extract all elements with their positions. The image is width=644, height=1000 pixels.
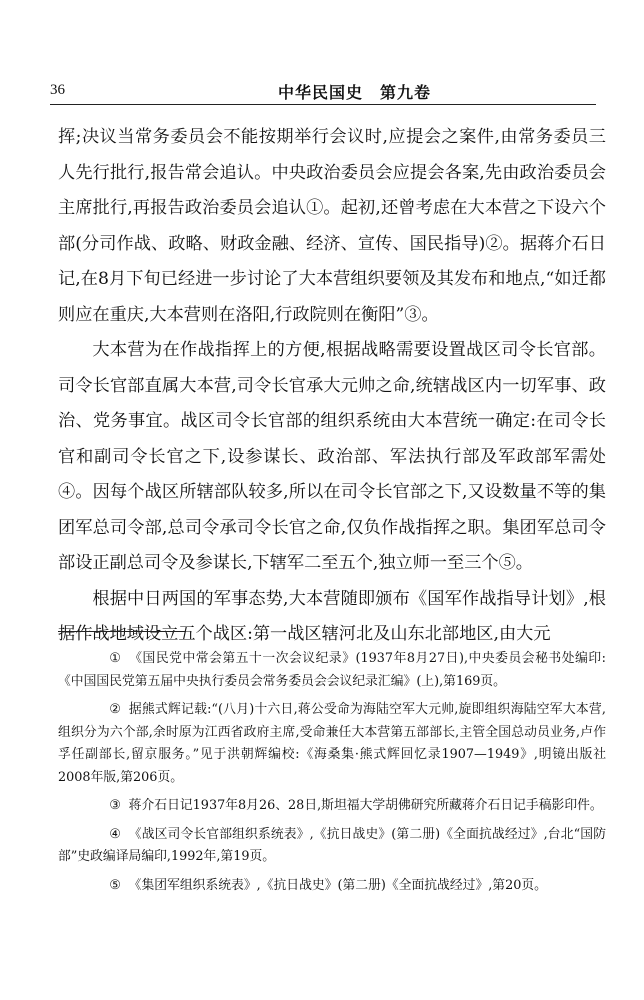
- footnote-mark: ④: [109, 826, 121, 842]
- paragraph: 根据中日两国的军事态势,大本营随即颁布《国军作战指导计划》,根据作战地域设立五个战区:第一战区辖河北及山东北部地区,由大元: [58, 588, 606, 644]
- body-text: [58, 120, 606, 653]
- footnote-text: 《国民党中常会第五十一次会议纪录》(1937年8月27日),中央委员会秘书处编印:《中国国民党第五届中央执行委员会常务委员会会议纪录汇编》(上),第169页。: [58, 651, 606, 689]
- footnote-text: 据熊式辉记载:“(八月)十六日,蒋公受命为海陆空军大元帅,旋即组织海陆空军大本营,组织分为六个部,余时原为江西省政府主席,受命兼任大本营第五部部长,主管全国总动员业务,卢作孚任副部长,留京服务。”见于洪朝辉编校:《海桑集·熊式辉回忆录1907—1949》,明镜出版社2008年版,第206页。: [58, 702, 606, 785]
- footnotes: [58, 648, 606, 903]
- footnote: [58, 699, 606, 789]
- header-rule: [50, 104, 596, 105]
- paragraph: 挥;决议当常务委员会不能按期举行会议时,应提会之案件,由常务委员三人先行批行,报告常会追认。中央政治委员会应提会各案,先由政治委员会主席批行,再报告政治委员会追认①。起初,还曾考虑在大本营之下设六个部(分司作战、政略、财政金融、经济、宣传、国民指导)②。据蒋介石日记,在8月下旬已经进一步讨论了大本营组织要领及其发布和地点,“如迁都则应在重庆,大本营则在洛阳,行政院则在衡阳”③。: [58, 127, 606, 325]
- footnote: [58, 875, 606, 898]
- page-number: 36: [50, 82, 65, 98]
- footnote: [58, 824, 606, 869]
- paragraph: 大本营为在作战指挥上的方便,根据战略需要设置战区司令长官部。司令长官部直属大本营,司令长官承大元帅之命,统辖战区内一切军事、政治、党务事宜。战区司令长官部的组织系统由大本营统一确定:在司令长官和副司令长官之下,设参谋长、政治部、军法执行部及军政部军需处④。因每个战区所辖部队较多,所以在司令长官部之下,又设数量不等的集团军总司令部,总司令承司令长官之命,仅负作战指挥之职。集团军总司令部设正副总司令及参谋长,下辖军二至五个,独立师一至三个⑤。: [58, 340, 606, 573]
- footnote: [58, 795, 606, 818]
- footnote-mark: ⑤: [109, 877, 121, 893]
- footnote-text: 蒋介石日记1937年8月26、28日,斯坦福大学胡佛研究所藏蒋介石日记手稿影印件。: [128, 798, 603, 813]
- running-title: 中华民国史 第九卷: [278, 83, 432, 102]
- footnote: [58, 648, 606, 693]
- footnote-text: 《集团军组织系统表》,《抗日战史》(第二册)《全面抗战经过》,第20页。: [128, 877, 547, 893]
- footnote-mark: ②: [109, 702, 121, 717]
- footnote-text: 《战区司令长官部组织系统表》,《抗日战史》(第二册)《全面抗战经过》,台北“国防部”史政编译局编印,1992年,第19页。: [58, 826, 606, 864]
- page-header: [50, 60, 596, 100]
- footnote-mark: ①: [109, 651, 121, 666]
- footnote-mark: ③: [109, 798, 121, 813]
- footnote-separator: [58, 631, 186, 632]
